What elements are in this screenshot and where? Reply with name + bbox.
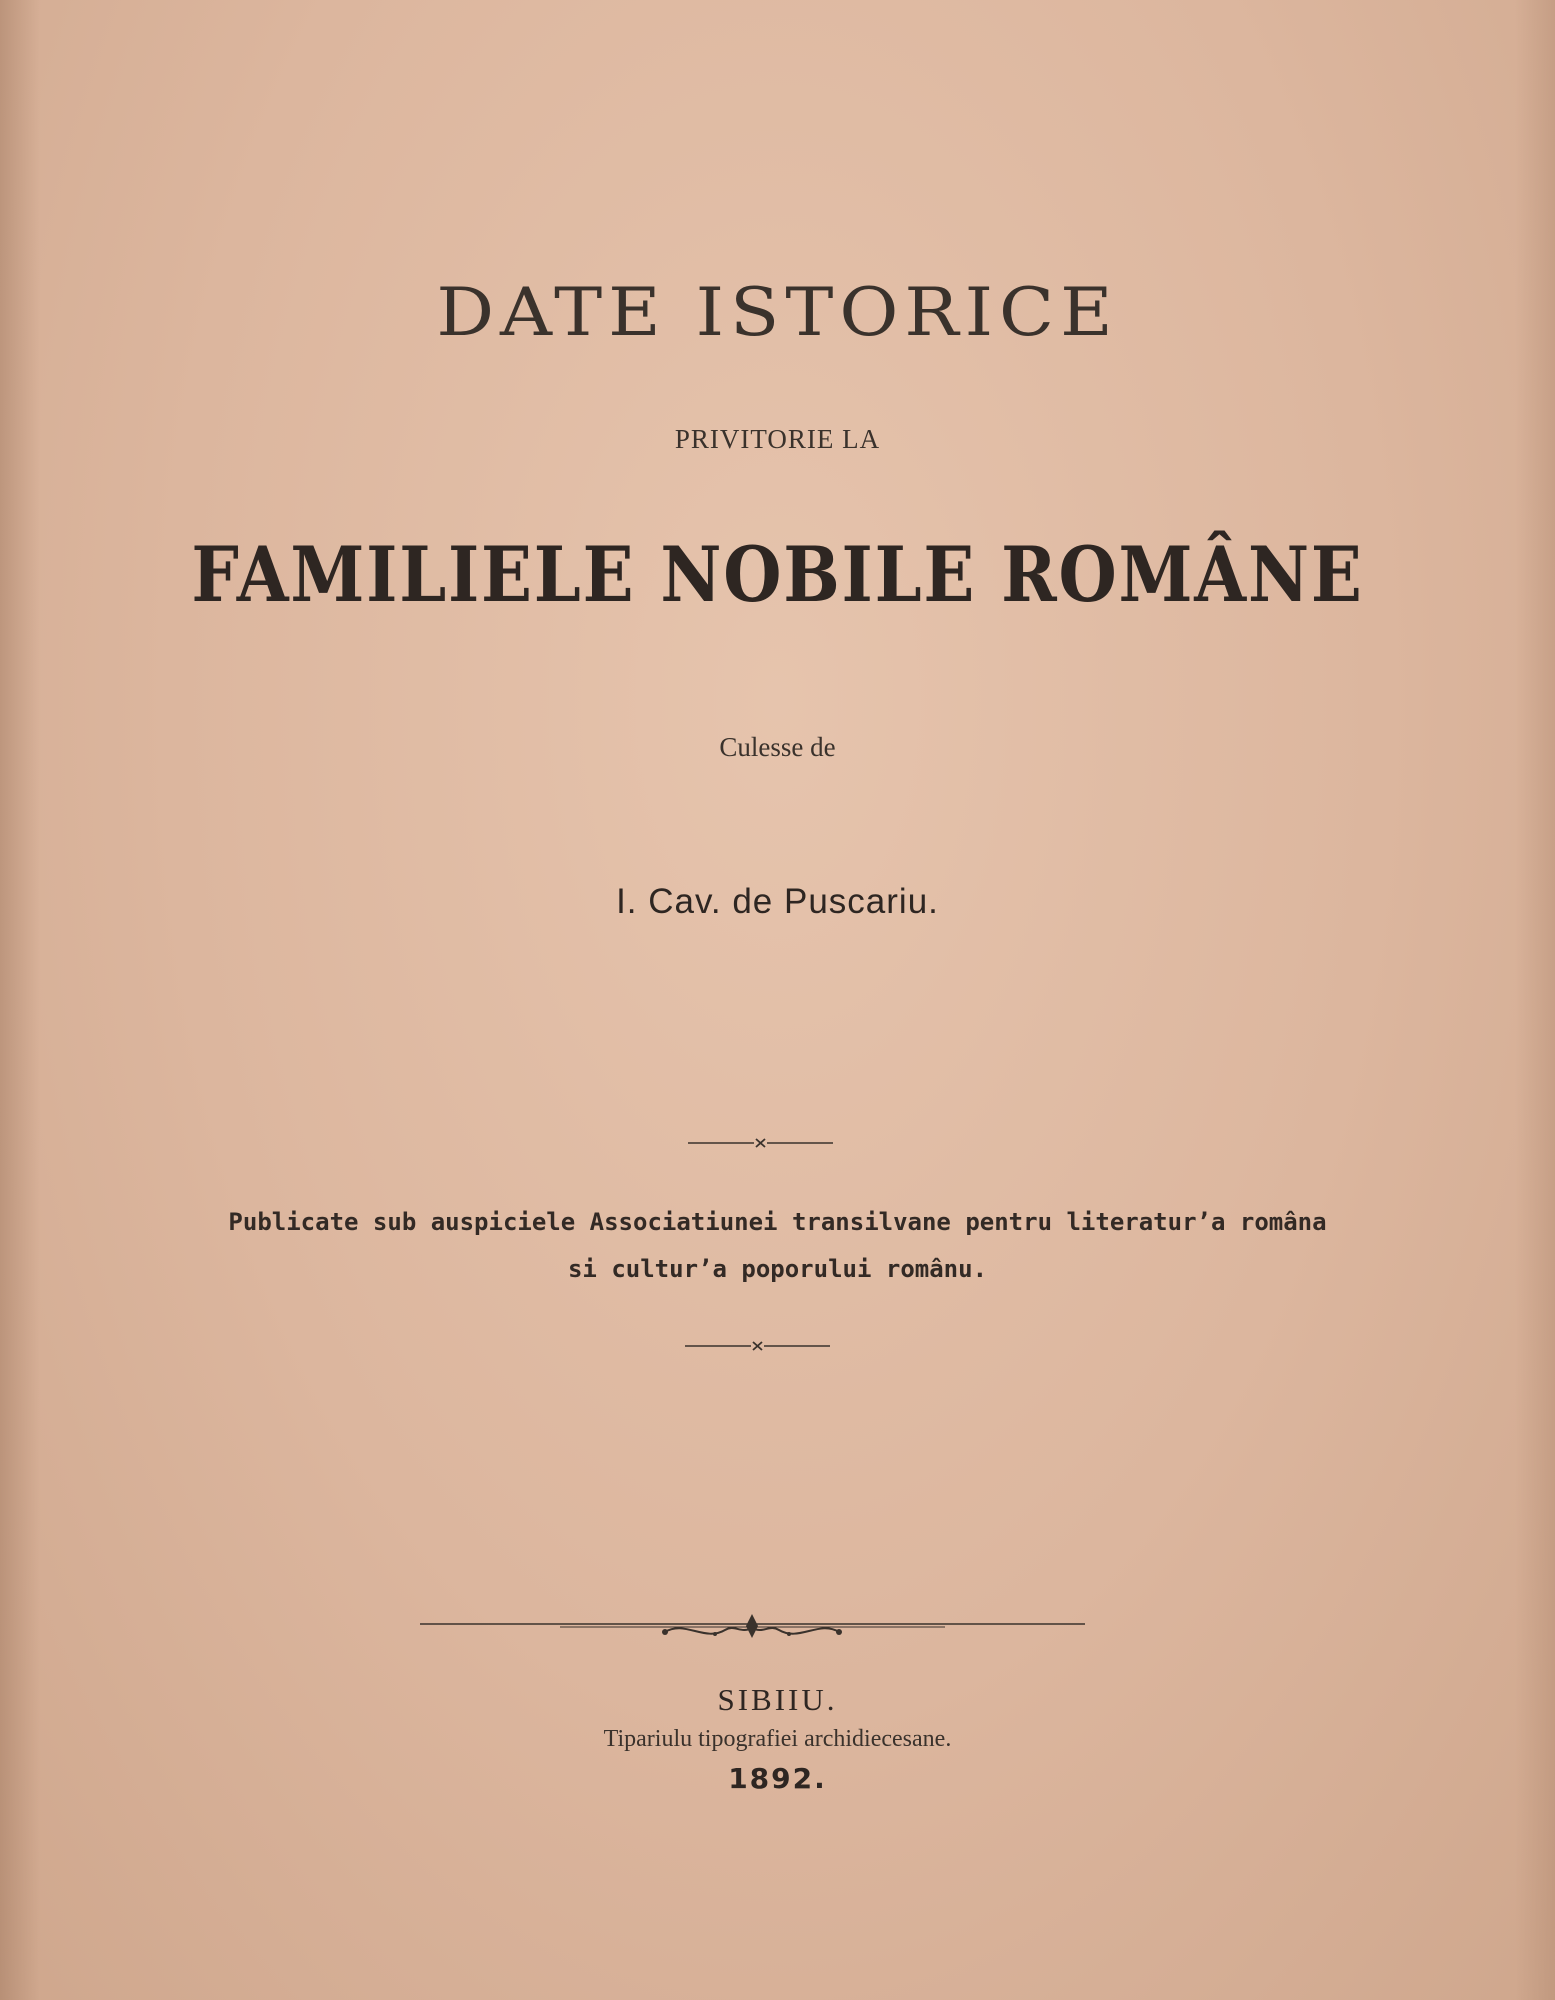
family-title: FAMILIELE NOBILE ROMÂNE [191,530,1364,619]
imprint-city: SIBIIU. [717,1682,838,1717]
subtitle: PRIVITORIE LA [674,424,881,454]
author-name: I. Cav. de Puscariu. [616,882,939,921]
ornamental-rule [420,1608,1085,1648]
publication-note-line-1: Publicate sub auspiciele Associatiunei transilvane pentru literatur’a româna [228,1208,1327,1236]
cross-divider-bottom [685,1336,830,1356]
publication-note-line-2: si cultur’a poporului românu. [567,1255,988,1283]
imprint-printer: Tipariulu tipografiei archidiecesane. [603,1726,952,1752]
byline: Culesse de [719,732,836,762]
imprint-year: 1892. [728,1762,827,1795]
main-title: DATE ISTORICE [436,273,1119,351]
cross-divider-top [688,1133,833,1153]
